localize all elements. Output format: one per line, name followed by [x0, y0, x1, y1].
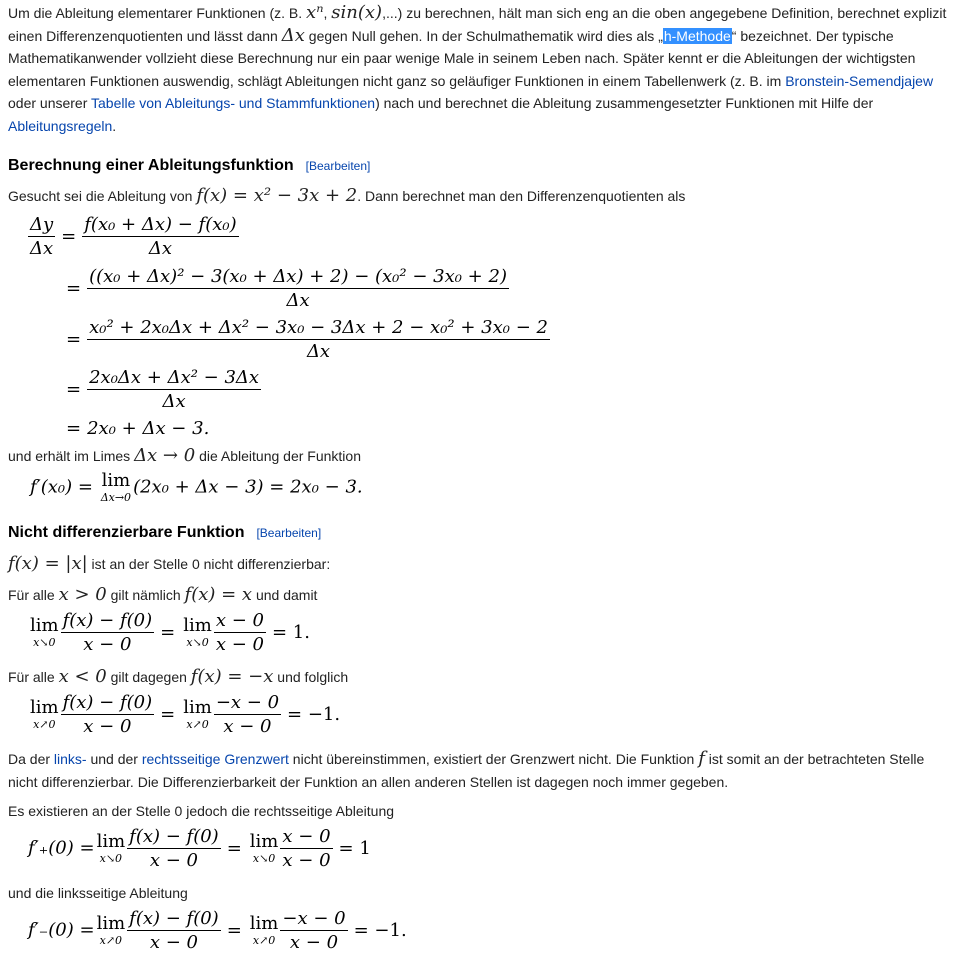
- denominator: x − 0: [282, 850, 331, 871]
- text: ist somit an der betrachteten Stelle nicht differenzierbar. Die Differenzierbarkeit der Funktion an allen anderen Stellen ist dagegen noch immer gegeben.: [8, 751, 925, 790]
- numerator: x − 0: [215, 610, 264, 631]
- equation-left-derivative: f′₋(0) = lim x↗0 $\frac{f(x) - f(0)}{x - 0}$ = lim x↗0 $\frac{-x - 0}{x - 0}$ = −1.: [28, 908, 407, 953]
- lhs: f′₊(0) =: [28, 837, 95, 859]
- denominator: Δx: [306, 341, 331, 362]
- lim-sub: x↗0: [33, 718, 56, 731]
- lim-sub: x↗0: [252, 934, 276, 947]
- equation-row-5: = 2x₀ + Δx − 3.: [66, 418, 210, 439]
- h-methode-link[interactable]: h-Methode: [663, 27, 731, 44]
- lim: lim: [30, 697, 59, 718]
- lhs: f′(x₀) =: [30, 476, 99, 498]
- text: und die linksseitige Ableitung: [8, 885, 188, 901]
- derivative-result: [30, 472, 363, 503]
- text: nicht übereinstimmen, existiert der Grenzwert nicht. Die Funktion: [288, 751, 699, 767]
- numerator: f(x) − f(0): [62, 692, 153, 713]
- lim-sub: x↘0: [99, 852, 123, 865]
- numerator: ((x₀ + Δx)² − 3(x₀ + Δx) + 2) − (x₀² − 3x₀ + 2): [89, 266, 507, 287]
- intro-paragraph: [8, 2, 953, 137]
- edit-link[interactable]: [Bearbeiten]: [256, 526, 322, 540]
- text: ist an der Stelle 0 nicht differenzierbar:: [87, 556, 331, 572]
- text: Da der: [8, 751, 54, 767]
- result: = −1.: [353, 919, 407, 941]
- result: = −1.: [287, 703, 341, 725]
- math-abs: f(x) = |x|: [8, 553, 88, 574]
- denominator: x − 0: [149, 932, 198, 953]
- lhs: f′₋(0) =: [28, 919, 95, 941]
- math-x-power-n: xⁿ: [306, 2, 324, 23]
- text-line: [8, 667, 348, 687]
- math-f: f: [698, 748, 705, 769]
- math: x < 0: [58, 666, 107, 687]
- equation-row-3: = $\frac{\text{x₀² + 2x₀Δx + Δx² − 3x₀ − 3Δx + 2 − x₀² + 3x₀ − 2}}{\Delta x}$: [66, 317, 548, 362]
- math: f(x) = x: [184, 584, 253, 605]
- text-line: [8, 585, 317, 605]
- text-line: [8, 554, 330, 574]
- math: f(x) = −x: [190, 666, 274, 687]
- denominator: Δx: [286, 290, 310, 311]
- equation-lhs: $\frac{\Delta y}{\Delta x}$ = $\frac{\text{f(x₀ + Δx) − f(x₀)}}{\Delta x}$: [30, 214, 237, 259]
- math-limit: Δx → 0: [134, 445, 196, 466]
- lim-sub: x↗0: [186, 718, 209, 731]
- denominator: x − 0: [215, 634, 264, 655]
- lim: lim: [96, 913, 126, 934]
- lim: lim: [249, 831, 279, 852]
- text: Für alle: [8, 587, 59, 603]
- text: Für alle: [8, 669, 59, 685]
- text: Es existieren an der Stelle 0 jedoch die rechtsseitige Ableitung: [8, 803, 395, 819]
- numerator: x₀² + 2x₀Δx + Δx² − 3x₀ − 3Δx + 2 − x₀² + 3x₀ − 2: [89, 317, 548, 338]
- lim: lim: [183, 697, 212, 718]
- ableitungsregeln-link[interactable]: Ableitungsregeln: [8, 117, 113, 134]
- lim-sub: x↘0: [186, 636, 209, 649]
- numerator: f(x₀ + Δx) − f(x₀): [84, 214, 237, 235]
- text: und damit: [252, 587, 318, 603]
- result: = 1: [338, 837, 371, 859]
- intro-text: “ bezeichnet. Der typische Mathematikanwender vollzieht diese Berechnung nur ein paar wenige Male in seinem Leben nach. Später kennt er die Ableitungen der wichtigsten elementaren Funktionen auswendig, schlägt Ableitungen nicht ganz so geläufiger Funktionen in einem Tabellenwerk (z. B. im: [8, 27, 916, 89]
- lim-sub: Δx→0: [100, 491, 132, 504]
- tabelle-link[interactable]: Tabelle von Ableitungs- und Stammfunktionen: [91, 95, 376, 111]
- equation-row-2: = $\frac{\text{((x₀ + Δx)² − 3(x₀ + Δx) + 2) − (x₀² − 3x₀ + 2)}}{\Delta x}$: [66, 266, 507, 311]
- paragraph-grenzwert: [8, 748, 953, 793]
- numerator: f(x) − f(0): [129, 826, 219, 847]
- denominator: x − 0: [149, 850, 198, 871]
- equation-row-4: = $\frac{\text{2x₀Δx + Δx² − 3Δx}}{\Delta x}$: [66, 367, 260, 412]
- math-function: f(x) = x² − 3x + 2: [196, 185, 358, 206]
- text: und erhält im Limes: [8, 448, 135, 464]
- denominator: Δx: [148, 238, 173, 259]
- denominator: x − 0: [289, 932, 339, 953]
- text: und der: [86, 751, 142, 767]
- section-heading-nicht-diff: [8, 523, 321, 543]
- numerator: −x − 0: [282, 908, 346, 929]
- lim: lim: [183, 615, 212, 636]
- edit-link[interactable]: [Bearbeiten]: [305, 159, 371, 173]
- intro-text: oder unserer: [8, 95, 92, 111]
- section-title: Berechnung einer Ableitungsfunktion: [8, 157, 294, 174]
- text: die Ableitung der Funktion: [195, 448, 361, 464]
- lim: lim: [30, 615, 59, 636]
- rechtsseitiger-grenzwert-link[interactable]: rechtsseitige Grenzwert: [141, 751, 289, 767]
- section-heading-berechnung: [8, 156, 370, 176]
- result: 2x₀ + Δx − 3.: [87, 418, 210, 439]
- denominator: Δx: [30, 238, 54, 259]
- text-line: [8, 801, 394, 821]
- numerator: 2x₀Δx + Δx² − 3Δx: [89, 367, 260, 388]
- numerator: f(x) − f(0): [129, 908, 219, 929]
- bronstein-link[interactable]: Bronstein-Semendjajew: [785, 72, 934, 89]
- text: Gesucht sei die Ableitung von: [8, 188, 197, 204]
- denominator: Δx: [162, 391, 186, 412]
- intro-text: .: [112, 117, 117, 134]
- denominator: x − 0: [223, 716, 272, 737]
- equation-left-limit: lim x↗0 $\frac{f(x) - f(0)}{x - 0}$ = lim x↗0 $\frac{-x - 0}{x - 0}$ = −1.: [30, 692, 341, 737]
- text: gilt nämlich: [106, 587, 185, 603]
- numerator: −x − 0: [215, 692, 280, 713]
- numerator: Δy: [30, 214, 54, 235]
- section-title: Nicht differenzierbare Funktion: [8, 524, 245, 541]
- intro-text: gegen Null gehen. In der Schulmathematik wird dies als „: [304, 27, 663, 44]
- text: . Dann berechnet man den Differenzenquotienten als: [357, 188, 686, 204]
- lim: lim: [101, 470, 131, 491]
- text: und folglich: [273, 669, 349, 685]
- lim: lim: [249, 913, 279, 934]
- lim-sub: x↘0: [252, 852, 276, 865]
- denominator: x − 0: [83, 634, 132, 655]
- text: gilt dagegen: [106, 669, 191, 685]
- result: = 1.: [271, 621, 310, 643]
- numerator: f(x) − f(0): [62, 610, 153, 631]
- math-sin-x: sin(x): [331, 2, 383, 23]
- intro-text: ) nach und berechnet die Ableitung zusammengesetzter Funktionen mit Hilfe der: [375, 95, 874, 111]
- text-line: [8, 883, 188, 903]
- math: x > 0: [58, 584, 107, 605]
- lim: lim: [96, 831, 126, 852]
- intro-text: ,...) zu berechnen, hält man sich eng an die oben angegebene Definition, berechnet explizit einen Differenzenquotienten und lässt dann: [8, 5, 947, 44]
- math-delta-x: Δx: [281, 24, 305, 46]
- lim-sub: x↘0: [33, 636, 56, 649]
- denominator: x − 0: [83, 716, 132, 737]
- text-line: [8, 446, 361, 466]
- rhs: (2x₀ + Δx − 3) = 2x₀ − 3.: [133, 476, 363, 498]
- intro-text: Um die Ableitung elementarer Funktionen (z. B.: [8, 5, 307, 21]
- numerator: x − 0: [282, 826, 331, 847]
- lim-sub: x↗0: [99, 934, 123, 947]
- links-link[interactable]: links-: [53, 751, 87, 767]
- equation-right-derivative: f′₊(0) = lim x↘0 $\frac{f(x) - f(0)}{x - 0}$ = lim x↘0 $\frac{x - 0}{x - 0}$ = 1: [28, 826, 371, 871]
- text-line: [8, 186, 685, 206]
- equation-right-limit: lim x↘0 $\frac{f(x) - f(0)}{x - 0}$ = lim x↘0 $\frac{x - 0}{x - 0}$ = 1.: [30, 610, 310, 655]
- intro-text: ,: [323, 5, 332, 21]
